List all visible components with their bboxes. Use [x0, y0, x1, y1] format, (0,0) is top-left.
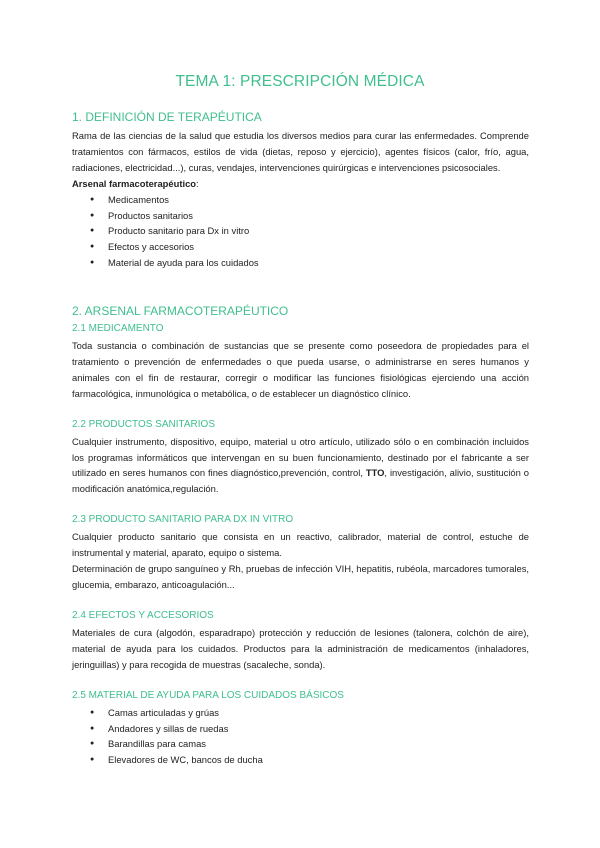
efectos-paragraph: Materiales de cura (algodón, esparadrapo) protección y reducción de lesiones (talonera, colchón de aire), material de ayuda para los cuidados. Productos para la administración de medicamentos (inhaladores, jeringuillas) y para recogida de muestras (sacaleche, sonda).	[72, 626, 529, 670]
list-item: ● Material de ayuda para los cuidados	[90, 255, 529, 271]
definicion-paragraph: Rama de las ciencias de la salud que estudia los diversos medios para curar las enfermedades. Comprende tratamientos con fármacos, estilos de vida (dietas, reposo y ejercicio), agentes físicos (calor, frío, agua, radiaciones, electricidad...), curas, vendajes, intervenciones quirúrgicas e intervenciones psicosociales.	[72, 130, 529, 173]
section-arsenal	[72, 303, 529, 768]
productos-sanitarios-paragraph	[72, 434, 529, 498]
list-item: ● Producto sanitario para Dx in vitro	[90, 223, 529, 239]
arsenal-label-colon: :	[196, 177, 199, 189]
dx-in-vitro-paragraph-2: Determinación de grupo sanguíneo y Rh, pruebas de infección VIH, hepatitis, rubéola, marcadores tumorales, glucemia, embarazo, anticoagulación...	[72, 563, 529, 590]
list-item: ● Barandillas para camas	[90, 736, 529, 752]
arsenal-label	[72, 176, 529, 192]
subsection-heading-2-3: 2.3 PRODUCTO SANITARIO PARA DX IN VITRO	[72, 514, 294, 526]
section-heading-2: 2. ARSENAL FARMACOTERAPÉUTICO	[72, 304, 289, 318]
list-item: ● Efectos y accesorios	[90, 239, 529, 255]
list-item: ● Camas articuladas y grúas	[90, 705, 529, 721]
productos-text-a: Cualquier instrumento, dispositivo, equipo, material u otro artículo, utilizado sólo o en combinación incluidos los programas informáticos que intervengan en su buen funcionamiento, destinado por el fabricante a ser utilizado en seres humanos con fines diagnóstico,prevención, control,	[72, 435, 529, 479]
material-ayuda-list	[72, 705, 529, 769]
arsenal-list	[72, 192, 529, 272]
subsection-heading-2-1: 2.1 MEDICAMENTO	[72, 323, 164, 334]
subsection-heading-2-2: 2.2 PRODUCTOS SANITARIOS	[72, 418, 215, 430]
list-item: ● Productos sanitarios	[90, 208, 529, 224]
list-item: ● Andadores y sillas de ruedas	[90, 721, 529, 737]
productos-text-bold: TTO	[365, 467, 385, 479]
dx-in-vitro-paragraph-1: Cualquier producto sanitario que consista en un reactivo, calibrador, material de control, estuche de instrumental y material, aparato, equipo o sistema.	[72, 531, 529, 559]
productos-text-b: , investigación, alivio, sustitución o modificación anatómica,regulación.	[72, 467, 529, 495]
list-item: ● Medicamentos	[90, 192, 529, 208]
page-title: TEMA 1: PRESCRIPCIÓN MÉDICA	[175, 73, 425, 90]
subsection-heading-2-4: 2.4 EFECTOS Y ACCESORIOS	[72, 609, 214, 621]
medicamento-paragraph: Toda sustancia o combinación de sustancias que se presente como poseedora de propiedades para el tratamiento o prevención de enfermedades o que pueda usarse, o administrarse en seres humanos y animales con el fin de restaurar, corregir o modificar las funciones fisiológicas ejerciendo una acción farmacológica, inmunológica o metabólica, o de establecer un diagnóstico clínico.	[72, 340, 529, 399]
section-definicion	[72, 109, 529, 271]
subsection-heading-2-5: 2.5 MATERIAL DE AYUDA PARA LOS CUIDADOS BÁSICOS	[72, 689, 344, 701]
arsenal-label-bold: Arsenal farmacoterapéutico	[72, 177, 197, 189]
section-heading-1: 1. DEFINICIÓN DE TERAPÉUTICA	[72, 110, 262, 124]
list-item: ● Elevadores de WC, bancos de ducha	[90, 752, 529, 768]
